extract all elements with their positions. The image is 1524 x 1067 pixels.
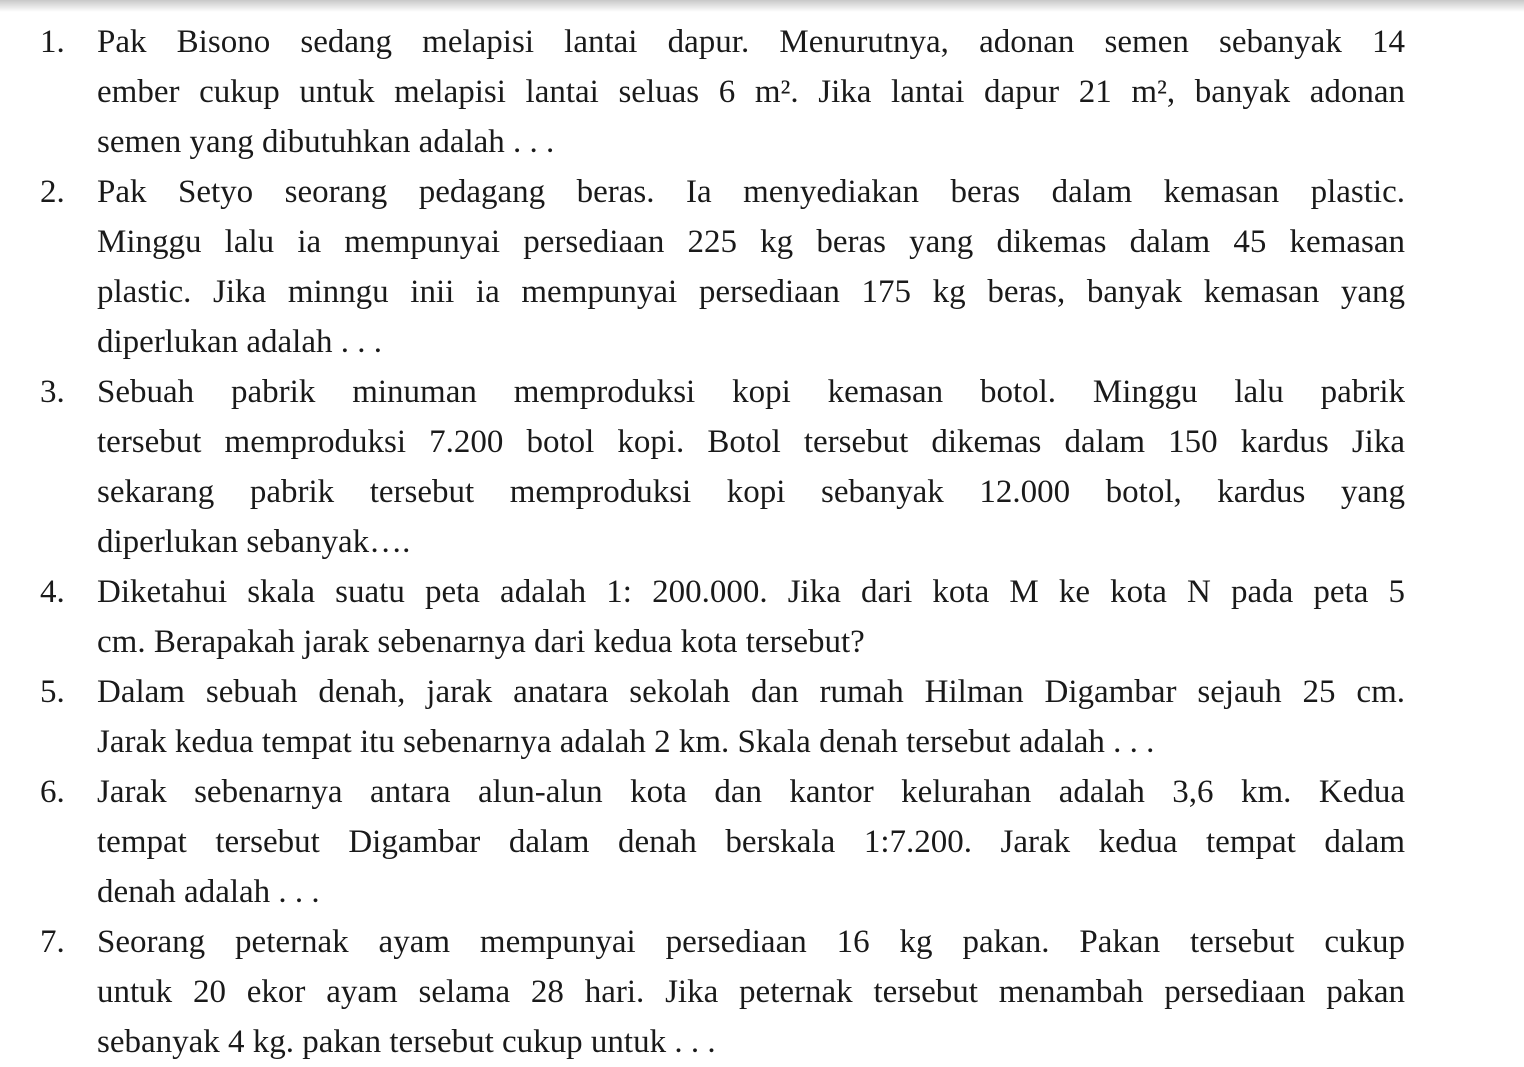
question-item — [40, 367, 1410, 567]
question-text-line: diperlukan sebanyak…. — [97, 524, 411, 560]
question-text-line: Seorang peternak ayam mempunyai persediaan 16 kg pakan. Pakan tersebut cukup — [97, 924, 1405, 960]
question-text-line: denah adalah . . . — [97, 874, 320, 910]
question-text-line: Minggu lalu ia mempunyai persediaan 225 kg beras yang dikemas dalam 45 kemasan — [97, 224, 1405, 260]
question-item — [40, 17, 1410, 167]
question-text-line: sebanyak 4 kg. pakan tersebut cukup untuk . . . — [97, 1024, 716, 1060]
question-number: 7. — [40, 924, 65, 960]
question-number: 1. — [40, 24, 65, 60]
question-text-line: Jarak kedua tempat itu sebenarnya adalah 2 km. Skala denah tersebut adalah . . . — [97, 724, 1155, 760]
question-number: 5. — [40, 674, 65, 710]
question-text-line: cm. Berapakah jarak sebenarnya dari kedua kota tersebut? — [97, 624, 865, 660]
question-text-line: tempat tersebut Digambar dalam denah berskala 1:7.200. Jarak kedua tempat dalam — [97, 824, 1405, 860]
top-shadow-bar — [0, 0, 1524, 12]
question-item — [40, 667, 1410, 767]
question-text-line: diperlukan adalah . . . — [97, 324, 382, 360]
question-item — [40, 917, 1410, 1067]
question-number: 2. — [40, 174, 65, 210]
question-number: 4. — [40, 574, 65, 610]
question-text-line: Pak Bisono sedang melapisi lantai dapur. Menurutnya, adonan semen sebanyak 14 — [97, 24, 1405, 60]
question-text-line: semen yang dibutuhkan adalah . . . — [97, 124, 555, 160]
question-text-line: Dalam sebuah denah, jarak anatara sekolah dan rumah Hilman Digambar sejauh 25 cm. — [97, 674, 1405, 710]
question-text-line: tersebut memproduksi 7.200 botol kopi. Botol tersebut dikemas dalam 150 kardus Jika — [97, 424, 1405, 460]
question-item — [40, 767, 1410, 917]
question-number: 3. — [40, 374, 65, 410]
question-text-line: Sebuah pabrik minuman memproduksi kopi kemasan botol. Minggu lalu pabrik — [97, 374, 1405, 410]
question-text-line: Jarak sebenarnya antara alun-alun kota dan kantor kelurahan adalah 3,6 km. Kedua — [97, 774, 1405, 810]
question-text-line: ember cukup untuk melapisi lantai seluas 6 m². Jika lantai dapur 21 m², banyak adonan — [97, 74, 1405, 110]
question-number: 6. — [40, 774, 65, 810]
question-text-line: Diketahui skala suatu peta adalah 1: 200.000. Jika dari kota M ke kota N pada peta 5 — [97, 574, 1405, 610]
question-text-line: plastic. Jika minngu inii ia mempunyai persediaan 175 kg beras, banyak kemasan yang — [97, 274, 1405, 310]
question-list — [40, 17, 1410, 1067]
question-item — [40, 167, 1410, 367]
question-text-line: sekarang pabrik tersebut memproduksi kopi sebanyak 12.000 botol, kardus yang — [97, 474, 1405, 510]
question-text-line: Pak Setyo seorang pedagang beras. Ia menyediakan beras dalam kemasan plastic. — [97, 174, 1405, 210]
question-text-line: untuk 20 ekor ayam selama 28 hari. Jika peternak tersebut menambah persediaan pakan — [97, 974, 1405, 1010]
question-item — [40, 567, 1410, 667]
